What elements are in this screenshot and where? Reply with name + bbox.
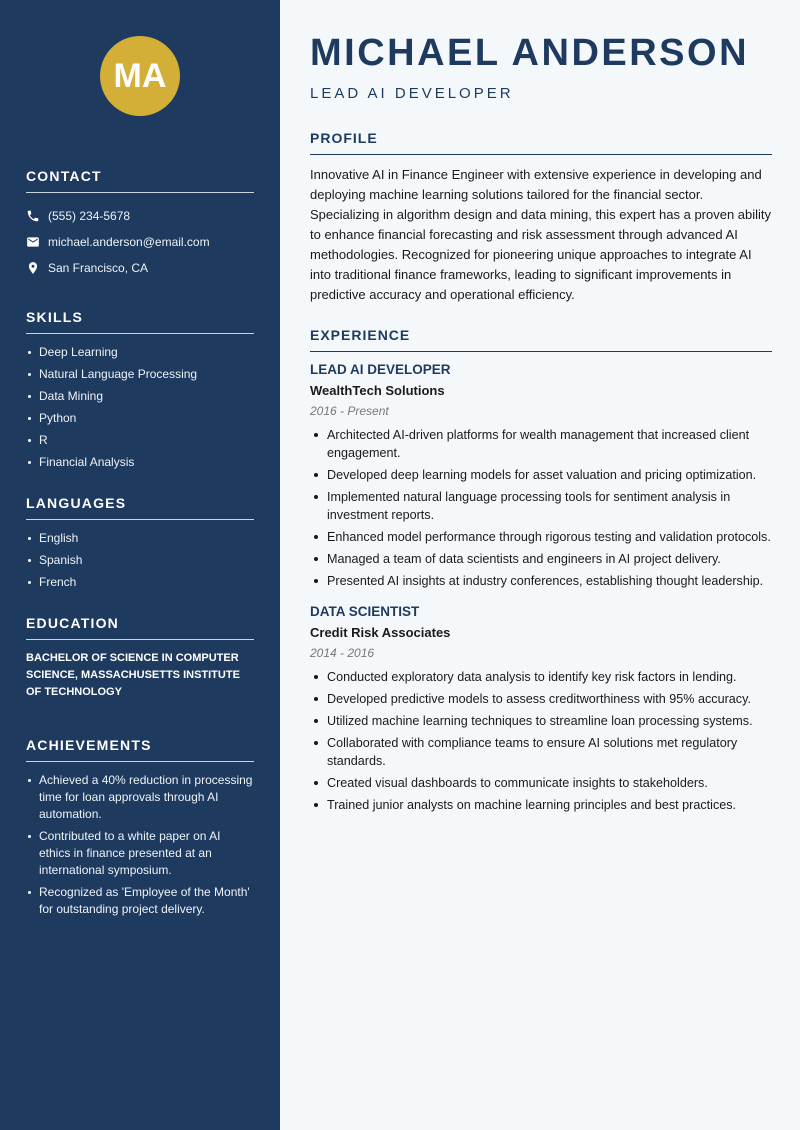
languages-list	[26, 530, 254, 591]
language-item: Spanish	[26, 552, 254, 569]
achievements-list	[26, 772, 254, 918]
main-content	[310, 0, 772, 818]
skills-section	[26, 309, 254, 471]
job-bullet: Utilized machine learning techniques to streamline loan processing systems.	[310, 712, 772, 730]
job-entry	[310, 362, 772, 590]
skills-list	[26, 344, 254, 471]
job-bullet: Trained junior analysts on machine learning principles and best practices.	[310, 796, 772, 814]
contact-phone: (555) 234-5678	[26, 203, 254, 229]
job-bullets	[310, 426, 772, 590]
education-section	[26, 615, 254, 701]
experience-heading: EXPERIENCE	[310, 327, 772, 352]
skill-item: Natural Language Processing	[26, 366, 254, 383]
job-bullet: Architected AI-driven platforms for wealth management that increased client engagement.	[310, 426, 772, 462]
contact-section	[26, 168, 254, 281]
job-bullet: Conducted exploratory data analysis to identify key risk factors in lending.	[310, 668, 772, 686]
language-item: English	[26, 530, 254, 547]
languages-heading: LANGUAGES	[26, 495, 254, 520]
full-name: MICHAEL ANDERSON	[310, 32, 750, 74]
education-degree: BACHELOR OF SCIENCE IN COMPUTER SCIENCE, MASSACHUSETTS INSTITUTE OF TECHNOLOGY	[26, 652, 240, 698]
skill-item: R	[26, 432, 254, 449]
job-bullet: Created visual dashboards to communicate insights to stakeholders.	[310, 774, 772, 792]
sidebar	[0, 0, 280, 1130]
job-bullet: Developed deep learning models for asset valuation and pricing optimization.	[310, 466, 772, 484]
phone-icon	[26, 209, 40, 223]
job-title: LEAD AI DEVELOPER	[310, 85, 514, 102]
job-bullet: Developed predictive models to assess creditworthiness with 95% accuracy.	[310, 690, 772, 708]
education-heading: EDUCATION	[26, 615, 254, 640]
skill-item: Deep Learning	[26, 344, 254, 361]
profile-heading: PROFILE	[310, 130, 772, 155]
job-bullet: Presented AI insights at industry conferences, establishing thought leadership.	[310, 572, 772, 590]
job-bullet: Implemented natural language processing tools for sentiment analysis in investment reports.	[310, 488, 772, 524]
job-role: DATA SCIENTIST	[310, 604, 420, 619]
job-role: LEAD AI DEVELOPER	[310, 362, 451, 377]
contact-email: michael.anderson@email.com	[26, 229, 254, 255]
job-dates: 2016 - Present	[310, 404, 389, 418]
skill-item: Data Mining	[26, 388, 254, 405]
skill-item: Python	[26, 410, 254, 427]
job-bullets	[310, 668, 772, 814]
languages-section	[26, 495, 254, 591]
job-bullet: Enhanced model performance through rigorous testing and validation protocols.	[310, 528, 772, 546]
contact-location: San Francisco, CA	[26, 255, 254, 281]
language-item: French	[26, 574, 254, 591]
job-company: Credit Risk Associates	[310, 625, 451, 640]
avatar: MA	[100, 36, 180, 116]
job-company: WealthTech Solutions	[310, 383, 445, 398]
achievements-section	[26, 737, 254, 918]
achievement-item: Recognized as 'Employee of the Month' for outstanding project delivery.	[26, 884, 254, 918]
experience-section	[310, 327, 772, 814]
profile-text: Innovative AI in Finance Engineer with extensive experience in developing and deploying machine learning solutions tailored for the financial sector. Specializing in algorithm design and data mining, this expert has a proven ability to enhance financial forecasting and risk assessment through advanced AI methodologies. Recognized for pioneering unique approaches to integrate AI into traditional finance frameworks, leading to significant improvements in predictive accuracy and operational efficiency.	[310, 167, 772, 302]
job-entry	[310, 604, 772, 814]
skill-item: Financial Analysis	[26, 454, 254, 471]
email-icon	[26, 235, 40, 249]
skills-heading: SKILLS	[26, 309, 254, 334]
contact-heading: CONTACT	[26, 168, 254, 193]
achievements-heading: ACHIEVEMENTS	[26, 737, 254, 762]
job-bullet: Collaborated with compliance teams to ensure AI solutions met regulatory standards.	[310, 734, 772, 770]
achievement-item: Achieved a 40% reduction in processing time for loan approvals through AI automation.	[26, 772, 254, 823]
job-dates: 2014 - 2016	[310, 646, 375, 660]
profile-section	[310, 130, 772, 305]
location-pin-icon	[26, 261, 40, 275]
achievement-item: Contributed to a white paper on AI ethics in finance presented at an international symposium.	[26, 828, 254, 879]
job-bullet: Managed a team of data scientists and engineers in AI project delivery.	[310, 550, 772, 568]
